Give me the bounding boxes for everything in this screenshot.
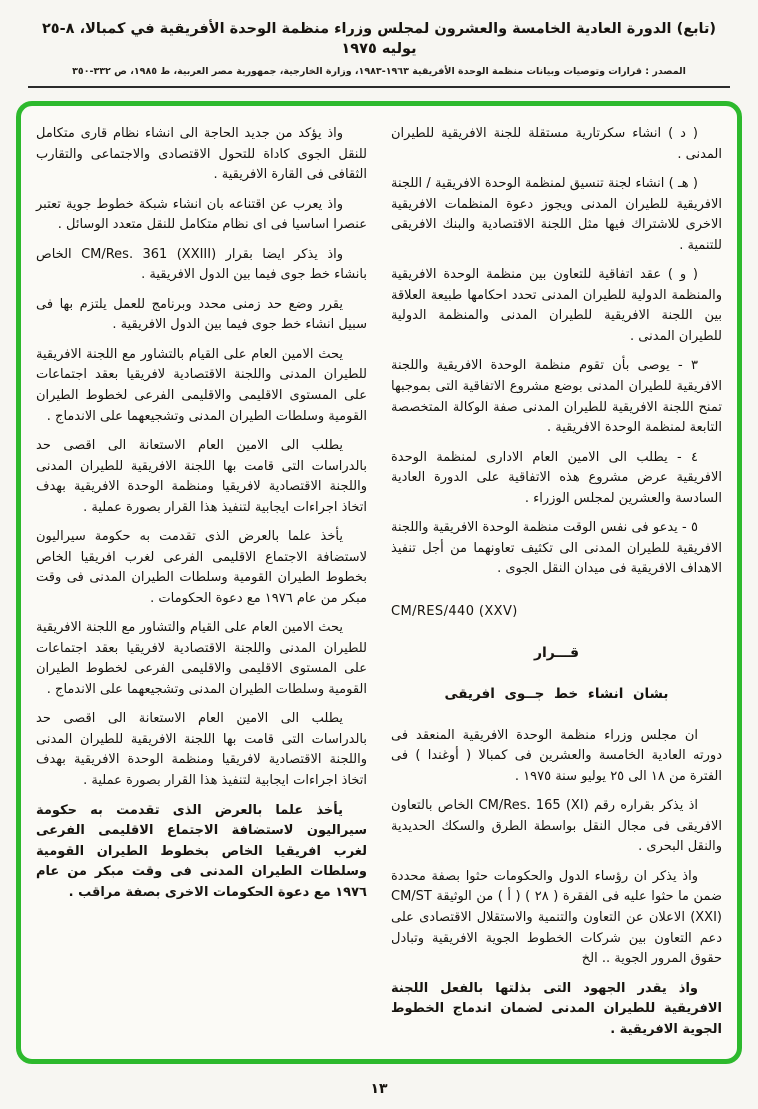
clause-d: ( د ) انشاء سكرتارية مستقلة للجنة الافريقية للطيران المدنى . <box>391 126 722 162</box>
green-content-frame <box>16 101 742 1064</box>
item-3: ٣ - يوصى بأن تقوم منظمة الوحدة الافريقية واللجنة الافريقية للطيران المدنى بوضع مشروع الاتفاقية التى بموجبها تمنح اللجنة الافريقية للطيران المدنى صفة الوكالة المتخصصة التابعة لمنظمة الوحدة الافريقية . <box>391 358 722 436</box>
conviction-clause: واذ يعرب عن اقتناعه بان انشاء شبكة خطوط جوية تعتبر عنصرا اساسيا فى اى نظام متكامل للنقل متعدد الوسائل . <box>36 196 367 233</box>
preamble-opening: ان مجلس وزراء منظمة الوحدة الافريقية المنعقد فى دورته العادية الخامسة والعشرين فى كمبالا ( أوغندا ) فى الفترة من ١٨ الى ٢٥ يوليو سنة ١٩٧٥ . <box>391 727 722 784</box>
urges-clause-2: يحث الامين العام على القيام والتشاور مع اللجنة الافريقية للطيران المدنى واللجنة الاقتصادية لافريقيا بعقد اجتماعات على المستوى الاقليمى والاقليمى الفرعى لخطوط الطيران القومية وسلطات الطيران المدنى وتشجيعهما على الاندماج . <box>36 620 367 697</box>
recall-resolution-361: واذ يذكر ايضا بقرار CM/Res. 361 (XXIII) الخاص بانشاء خط جوى فيما بين الدول الافريقية . <box>36 246 367 283</box>
document-header <box>14 20 744 88</box>
appreciation-clause: واذ يقدر الجهود التى بذلتها بالفعل اللجنة الافريقية للطيران المدنى لضمان اندماج الخطوط الجوية الافريقية . <box>391 980 722 1037</box>
clause-h: ( هـ ) انشاء لجنة تنسيق لمنظمة الوحدة الافريقية / اللجنة الافريقية للطيران المدنى ويجوز دعوة المنظمات الافريقية الاخرى للاشتراك فيها مثل اللجنة الاقتصادية والبنك الافريقى للتنمية . <box>391 176 722 253</box>
recall-resolution-165: اذ يذكر بقراره رقم CM/Res. 165 (XI) الخاص بالتعاون الافريقى فى مجال النقل بواسطة الطرق والسكك الحديدية والنقل البحرى . <box>391 798 722 855</box>
urges-clause-1: يحث الامين العام على القيام بالتشاور مع اللجنة الافريقية للطيران المدنى واللجنة الاقتصادية لافريقيا بعقد اجتماعات على المستوى الاقليمى والاقليمى الفرعى لخطوط الطيران القومية وسلطات الطيران المدنى وتشجيعهما على الاندماج . <box>36 346 367 424</box>
header-title: (تابع) الدورة العادية الخامسة والعشرون لمجلس وزراء منظمة الوحدة الأفريقية في كمبالا، ٨-٢٥ يوليه ١٩٧٥ <box>41 21 717 57</box>
requests-clause-2: يطلب الى الامين العام الاستعانة الى اقصى حد بالدراسات التى قامت بها اللجنة الافريقية للطيران المدنى واللجنة الاقتصادية لافريقيا ومنظمة الوحدة الافريقية بهدف اتخاذ اجراءات ايجابية لتنفيذ هذا القرار بصورة عملية . <box>36 711 367 788</box>
left-column <box>36 124 367 1049</box>
notes-offer-clause-1: يأخذ علما بالعرض الذى تقدمت به حكومة سيراليون لاستضافة الاجتماع الاقليمى الفرعى لغرب افريقيا الخاص بخطوط الطيران القومية وسلطات الطيران المدنى فى وقت مبكر من عام ١٩٧٦ مع دعوة الحكومات . <box>36 529 367 606</box>
notes-offer-clause-2: يأخذ علما بالعرض الذى تقدمت به حكومة سيراليون لاستضافة الاجتماع الاقليمى الفرعى لغرب افريقيا الخاص بخطوط الطيران القومية وسلطات الطيران المدنى فى وقت مبكر من عام ١٩٧٦ مع دعوة الحكومات الاخرى بصفة مراقب . <box>36 802 367 900</box>
reaffirm-clause: واذ يؤكد من جديد الحاجة الى انشاء نظام قارى متكامل للنقل الجوى كاداة للتحول الاقتصادى والاجتماعى والتقارب الثقافى فى القارة الافريقية . <box>36 126 367 183</box>
resolution-subtitle: بشان انشاء خط جــوى افريقى <box>444 686 669 703</box>
resolution-code: CM/RES/440 (XXV) <box>391 603 518 619</box>
item-5: ٥ - يدعو فى نفس الوقت منظمة الوحدة الافريقية واللجنة الافريقية للطيران المدنى الى تكثيف تعاونهما من أجل تنفيذ الاهداف الافريقية فى ميدان النقل الجوى . <box>391 520 722 577</box>
page-number: ١٣ <box>370 1081 388 1098</box>
document-footer <box>14 1078 744 1097</box>
recall-heads-of-state: واذ يذكر ان رؤساء الدول والحكومات حثوا بصفة محددة ضمن ما حثوا عليه فى الفقرة ( ٢٨ ) ( أ ) من الوثيقة CM/ST (XXI) الاعلان عن التعاون والتنمية والاستقلال الاقتصادى على دعم التعاون بين شركات الخطوط الجوية الافريقية وتبادل حقوق المرور الجوية .. الخ <box>391 868 722 967</box>
item-4: ٤ - يطلب الى الامين العام الادارى لمنظمة الوحدة الافريقية عرض مشروع هذه الاتفاقية على الدورة العادية السادسة والعشرين لمجلس الوزراء . <box>391 449 722 506</box>
clause-w: ( و ) عقد اتفاقية للتعاون بين منظمة الوحدة الافريقية والمنظمة الدولية للطيران المدنى تحدد احكامها طبيعة العلاقة بين اللجنة الافريقية للطيران المدنى والمنظمة الدولية للطيران المدنى . <box>391 267 722 344</box>
decides-clause: يقرر وضع حد زمنى محدد وبرنامج للعمل يلتزم بها فى سبيل انشاء خط جوى فيما بين الدول الافريقية . <box>36 296 367 333</box>
resolution-title: قـــرار <box>533 645 580 662</box>
header-divider-rule <box>28 86 730 88</box>
requests-clause-1: يطلب الى الامين العام الاستعانة الى اقصى حد بالدراسات التى قامت بها اللجنة الافريقية للطيران المدنى واللجنة الاقتصادية لافريقيا ومنظمة الوحدة الافريقية بهدف اتخاذ اجراءات ايجابية لتنفيذ هذا القرار بصورة عملية . <box>36 438 367 515</box>
header-source-line: المصدر : قرارات وتوصيات وبيانات منظمة الوحدة الأفريقية ١٩٦٣-١٩٨٣، وزارة الخارجية، جمهورية مصر العربية، ط ١٩٨٥، ص ٣٣٢-٣٥٠ <box>72 66 686 78</box>
two-column-layout <box>36 124 722 1049</box>
right-column <box>391 124 722 1049</box>
